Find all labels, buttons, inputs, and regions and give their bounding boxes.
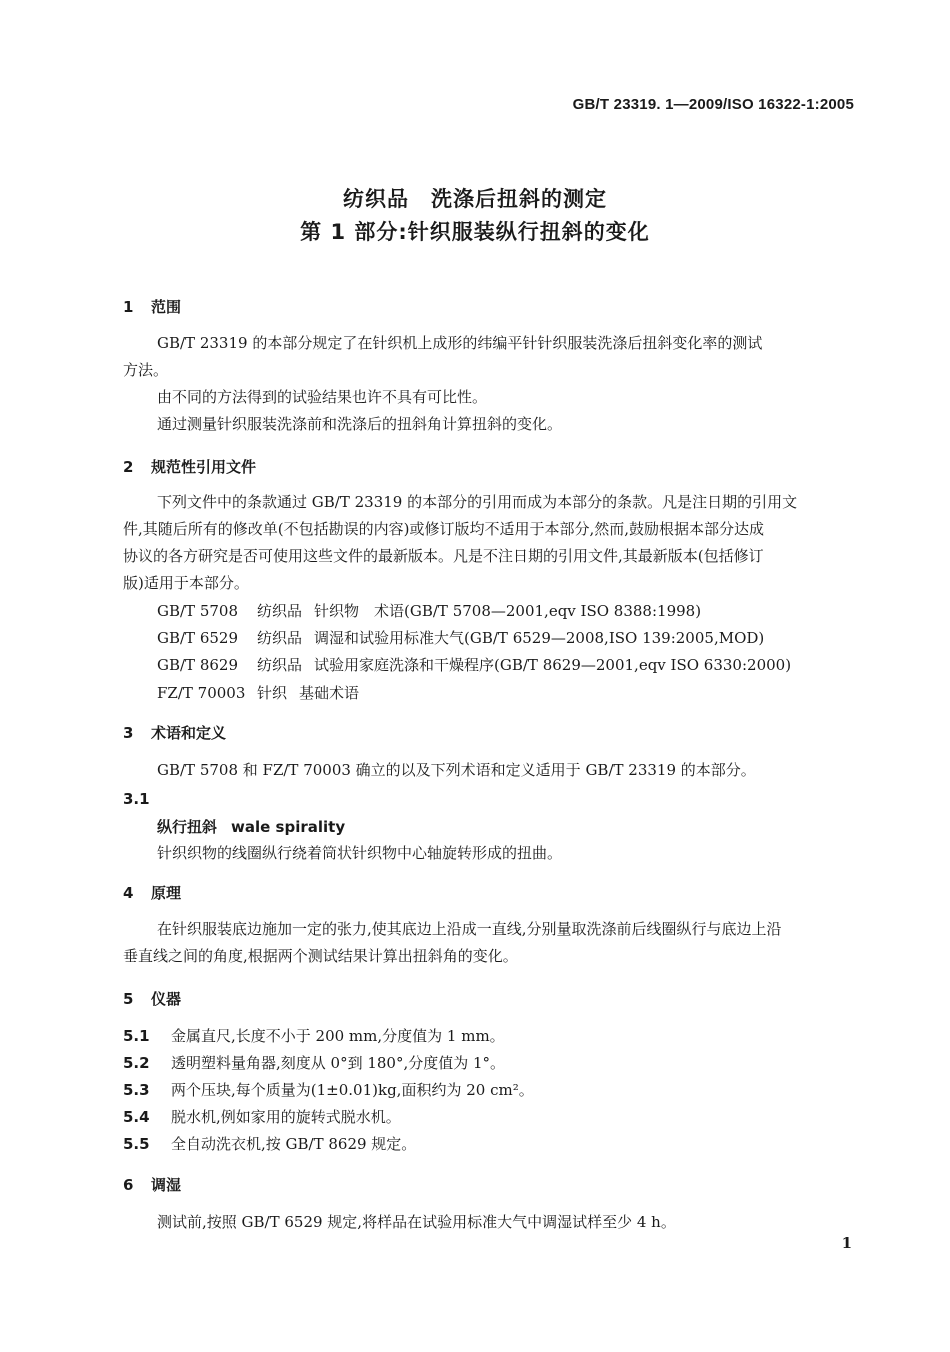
section-1-para-2: 由不同的方法得到的试验结果也许不具有可比性。 xyxy=(157,388,488,406)
section-3-heading xyxy=(123,722,226,743)
section-1-para-3: 通过测量针织服装洗涤前和洗涤后的扭斜角计算扭斜的变化。 xyxy=(157,415,563,433)
list-item xyxy=(123,1052,505,1073)
item-number: 5.3 xyxy=(123,1081,150,1099)
subsection-number: 3.1 xyxy=(123,790,150,808)
reference-code: GB/T 6529 xyxy=(157,629,239,647)
section-title: 范围 xyxy=(151,298,182,316)
reference-desc: 基础术语 xyxy=(299,684,360,702)
section-number: 3 xyxy=(123,724,134,742)
section-4-heading xyxy=(123,882,181,903)
reference-code: GB/T 5708 xyxy=(157,602,239,620)
section-6-heading xyxy=(123,1174,181,1195)
item-text: 全自动洗衣机,按 GB/T 8629 规定。 xyxy=(171,1135,417,1153)
section-3-para-1: GB/T 5708 和 FZ/T 70003 确立的以及下列术语和定义适用于 GB/T 23319 的本部分。 xyxy=(157,761,756,779)
section-1-para-1a: GB/T 23319 的本部分规定了在针织机上成形的纬编平针针织服装洗涤后扭斜变化率的测试 xyxy=(157,334,763,352)
section-number: 5 xyxy=(123,990,134,1008)
item-number: 5.4 xyxy=(123,1108,150,1126)
reference-name: 纺织品 xyxy=(257,602,303,620)
reference-code: GB/T 8629 xyxy=(157,656,239,674)
section-4-para-1b: 垂直线之间的角度,根据两个测试结果计算出扭斜角的变化。 xyxy=(123,947,518,965)
reference-name: 纺织品 xyxy=(257,656,303,674)
item-text: 透明塑料量角器,刻度从 0°到 180°,分度值为 1°。 xyxy=(171,1054,506,1072)
section-2-para-1c: 协议的各方研究是否可使用这些文件的最新版本。凡是不注日期的引用文件,其最新版本(包括修订 xyxy=(123,547,764,565)
term-chinese: 纵行扭斜 xyxy=(157,818,218,836)
list-item xyxy=(123,1079,534,1100)
section-5-heading xyxy=(123,988,181,1009)
reference-item xyxy=(157,654,791,675)
section-title: 调湿 xyxy=(151,1176,182,1194)
item-text: 金属直尺,长度不小于 200 mm,分度值为 1 mm。 xyxy=(171,1027,505,1045)
section-4-para-1a: 在针织服装底边施加一定的张力,使其底边上沿成一直线,分别量取洗涤前后线圈纵行与底边上沿 xyxy=(157,920,782,938)
reference-item xyxy=(157,600,701,621)
item-text: 脱水机,例如家用的旋转式脱水机。 xyxy=(171,1108,401,1126)
section-1-para-1b: 方法。 xyxy=(123,361,169,379)
item-number: 5.2 xyxy=(123,1054,150,1072)
item-number: 5.5 xyxy=(123,1135,150,1153)
term-english: wale spirality xyxy=(231,818,346,836)
reference-desc: 试验用家庭洗涤和干燥程序(GB/T 8629—2001,eqv ISO 6330:2000) xyxy=(314,656,792,674)
reference-desc: 针织物 术语(GB/T 5708—2001,eqv ISO 8388:1998) xyxy=(314,602,702,620)
reference-item xyxy=(157,627,764,648)
section-2-heading xyxy=(123,456,256,477)
reference-desc: 调湿和试验用标准大气(GB/T 6529—2008,ISO 139:2005,MOD) xyxy=(314,629,765,647)
reference-item xyxy=(157,682,359,703)
section-number: 1 xyxy=(123,298,134,316)
title-line-2: 第 1 部分:针织服装纵行扭斜的变化 xyxy=(300,220,650,244)
section-title: 原理 xyxy=(151,884,182,902)
section-2-para-1b: 件,其随后所有的修改单(不包括勘误的内容)或修订版均不适用于本部分,然而,鼓励根据本部分达成 xyxy=(123,520,765,538)
list-item xyxy=(123,1106,401,1127)
term-definition: 针织织物的线圈纵行绕着筒状针织物中心轴旋转形成的扭曲。 xyxy=(157,844,563,862)
standard-code: GB/T 23319. 1—2009/ISO 16322-1:2005 xyxy=(572,96,854,113)
section-2-para-1d: 版)适用于本部分。 xyxy=(123,574,249,592)
title-line-1: 纺织品 洗涤后扭斜的测定 xyxy=(343,187,607,211)
list-item xyxy=(123,1133,416,1154)
section-2-para-1a: 下列文件中的条款通过 GB/T 23319 的本部分的引用而成为本部分的条款。凡是注日期的引用文 xyxy=(157,493,798,511)
section-number: 4 xyxy=(123,884,134,902)
item-text: 两个压块,每个质量为(1±0.01)kg,面积约为 20 cm²。 xyxy=(171,1081,534,1099)
section-number: 6 xyxy=(123,1176,134,1194)
section-title: 规范性引用文件 xyxy=(151,458,257,476)
reference-name: 针织 xyxy=(257,684,288,702)
section-title: 仪器 xyxy=(151,990,182,1008)
item-number: 5.1 xyxy=(123,1027,150,1045)
section-title: 术语和定义 xyxy=(151,724,227,742)
reference-code: FZ/T 70003 xyxy=(157,684,246,702)
page-number: 1 xyxy=(841,1234,852,1252)
list-item xyxy=(123,1025,505,1046)
reference-name: 纺织品 xyxy=(257,629,303,647)
section-1-heading xyxy=(123,296,181,317)
term-entry xyxy=(157,816,345,837)
section-6-para-1: 测试前,按照 GB/T 6529 规定,将样品在试验用标准大气中调湿试样至少 4 h。 xyxy=(157,1213,676,1231)
section-number: 2 xyxy=(123,458,134,476)
